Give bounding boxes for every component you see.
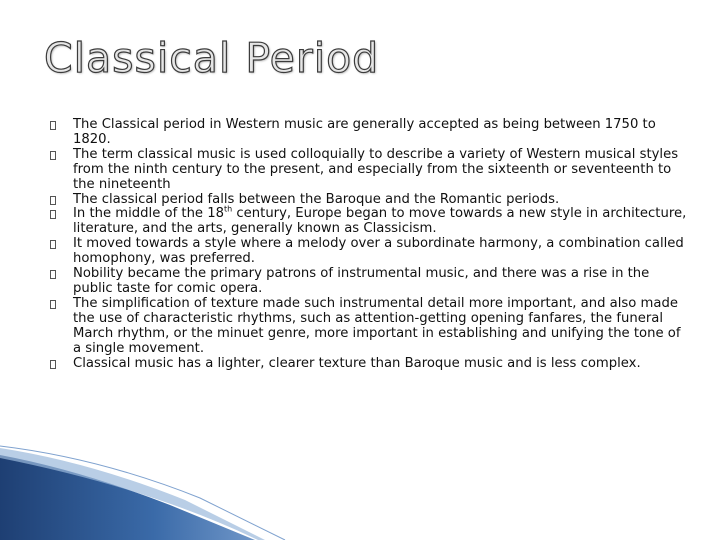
bullet-item (50, 118, 690, 148)
bullet-list (50, 118, 690, 371)
bullet-item (50, 267, 690, 297)
square-bullet-icon (50, 270, 56, 279)
bullet-text: The classical period falls between the Baroque and the Romantic periods. (73, 191, 560, 207)
square-bullet-icon (50, 196, 56, 205)
bullet-text: The Classical period in Western music are generally accepted as being between 1750 to 1820. (73, 117, 656, 147)
bullet-text: Nobility became the primary patrons of instrumental music, and there was a rise in the public taste for comic opera. (73, 266, 650, 296)
bullet-text: It moved towards a style where a melody over a subordinate harmony, a combination called homophony, was preferred. (73, 236, 684, 267)
bullet-item (50, 357, 690, 372)
bullet-item (50, 297, 690, 357)
square-bullet-icon (50, 210, 56, 219)
slide-title: Classical Period (44, 34, 380, 82)
bullet-item (50, 207, 690, 237)
ordinal-suffix: th (224, 205, 233, 215)
square-bullet-icon (50, 151, 56, 160)
square-bullet-icon (50, 300, 56, 309)
bullet-text: Classical music has a lighter, clearer texture than Baroque music and is less complex. (73, 355, 641, 371)
swoosh-band-dark (0, 455, 255, 540)
bullet-text-end: century, Europe began to move towards a new style in architecture, literature, and the arts, generally known as Classicism. (73, 206, 687, 237)
bullet-text-start: In the middle of the 18 (73, 206, 225, 222)
bullet-text: The simplification of texture made such instrumental detail more important, and also made the use of characteristic rhythms, such as attention-getting opening fanfares, the funeral March rhythm, or the minuet genre, more important in establishing and unifying the tone of a single movement. (73, 295, 681, 356)
square-bullet-icon (50, 121, 56, 130)
bullet-item (50, 148, 690, 193)
square-bullet-icon (50, 360, 56, 369)
bullet-text (73, 206, 686, 236)
square-bullet-icon (50, 240, 56, 249)
bullet-item (50, 237, 690, 267)
bullet-text: The term classical music is used colloquially to describe a variety of Western musical styles from the ninth century to the present, and especially from the sixteenth or seventeenth to the nineteenth (73, 146, 679, 192)
